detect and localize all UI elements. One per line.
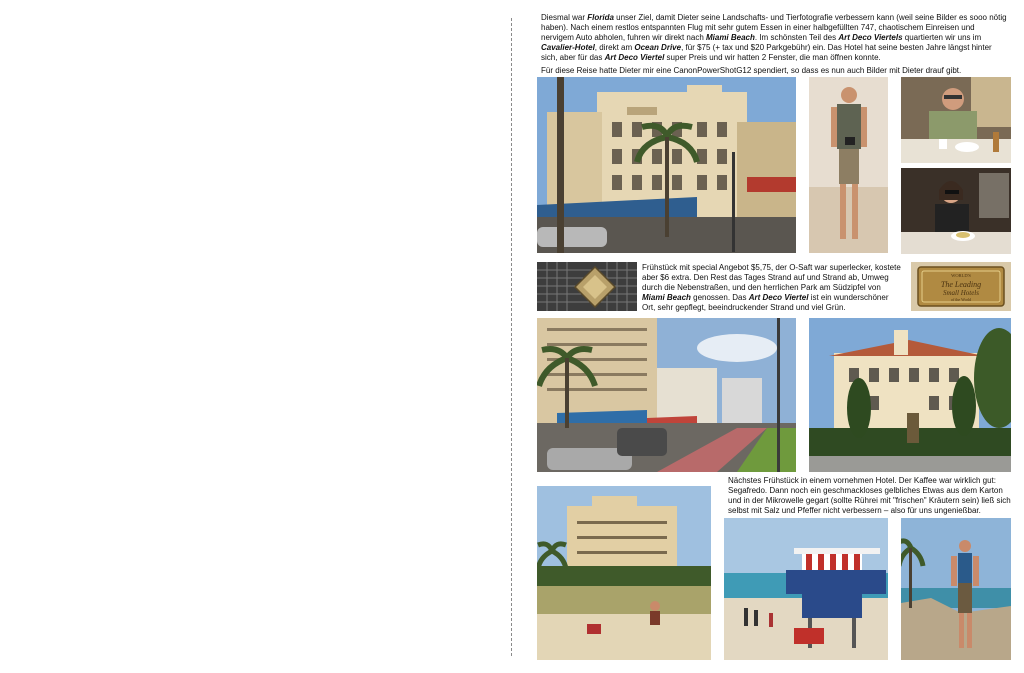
photo-cavalier-hotel bbox=[537, 77, 796, 253]
photo-woman-breakfast bbox=[901, 168, 1011, 254]
emphasis-text: Florida bbox=[587, 13, 614, 22]
photo-lifeguard-tower bbox=[724, 518, 888, 660]
breakfast-text bbox=[642, 263, 902, 313]
page-fold bbox=[511, 18, 512, 656]
photo-beach-hotel bbox=[537, 486, 711, 660]
photo-dieter-beach bbox=[809, 77, 888, 253]
body-text: super Preis und wir hatten 2 Fenster, die man öffnen konnte. bbox=[664, 53, 881, 62]
body-text: ist ein wunderschöner Ort, sehr gepflegt, beeindruckender Strand und viel Grün. bbox=[642, 293, 889, 312]
body-text: quartierten wir uns im bbox=[902, 33, 982, 42]
intro-text bbox=[541, 13, 1009, 79]
photo-hotel-sign bbox=[911, 262, 1011, 311]
emphasis-text: Miami Beach bbox=[705, 33, 755, 42]
emphasis-text: Art Deco Viertels bbox=[838, 33, 903, 42]
sign-line-1: WORLD'S bbox=[951, 273, 971, 278]
emphasis-text: Art Deco Viertel bbox=[748, 293, 809, 302]
body-text: Für diese Reise hatte Dieter mir eine CanonPowerShotG12 spendiert, so dass es nun auch Bilder mit Dieter drauf gibt. bbox=[541, 66, 962, 75]
emphasis-text: Art Deco Viertel bbox=[604, 53, 665, 62]
photo-mansion bbox=[809, 318, 1011, 472]
intro-paragraph-1 bbox=[541, 13, 1009, 63]
intro-paragraph-2 bbox=[541, 66, 1009, 76]
body-text: unser Ziel, damit Dieter seine Landschafts- und Tierfotografie verbessern kann (weil seine Bilder es sooo nötig haben). Nach einem restlos entspannten Flug mit sehr gutem Essen in einer halbgefüllten 747, chaotischem Einreisen und nervigem Auto abholen, fuhren wir direkt nach bbox=[541, 13, 1007, 42]
emphasis-text: Ocean Drive bbox=[634, 43, 682, 52]
body-text: Nächstes Frühstück in einem vornehmen Hotel. Der Kaffee war wirklich gut: Segafredo. Dann noch ein geschmackloses gelbliches Etwas aus dem Karton und in der Mikrowelle gegart (sollte Rührei mit "frischen" Kräutern sein) ließ sich selbst mit Salz und Pfeffer nicht verbessern – also für uns ungenießbar. bbox=[728, 476, 1011, 515]
emphasis-text: Miami Beach bbox=[642, 293, 691, 302]
body-text: , direkt am bbox=[594, 43, 635, 52]
sign-line-4: of the World bbox=[950, 297, 972, 302]
body-text: , für $75 (+ tax und $20 Parkgebühr) ein. Das Hotel hat seine besten Jahre längst hinter sich, aber für das bbox=[541, 43, 992, 62]
body-text: Diesmal war bbox=[541, 13, 588, 22]
emphasis-text: Cavalier-Hotel bbox=[541, 43, 595, 52]
body-text: Frühstück mit special Angebot $5,75, der O-Saft war superlecker, kostete aber $6 extra. Den Rest das Tages Strand auf und Strand ab, Umweg durch die Nebenstraßen, und den herrlichen Park am Südzipfel von bbox=[642, 263, 901, 292]
photo-ocean-drive bbox=[537, 318, 796, 472]
body-text: . Im schönsten Teil des bbox=[754, 33, 839, 42]
sign-line-2: The Leading bbox=[940, 280, 982, 289]
sign-line-3: Small Hotels bbox=[943, 289, 979, 297]
hotel-breakfast-text bbox=[728, 476, 1011, 516]
body-text: genossen. Das bbox=[690, 293, 749, 302]
photo-dieter-breakfast bbox=[901, 77, 1011, 163]
photo-mosaic-tile bbox=[537, 262, 637, 311]
photo-woman-rocks bbox=[901, 518, 1011, 660]
